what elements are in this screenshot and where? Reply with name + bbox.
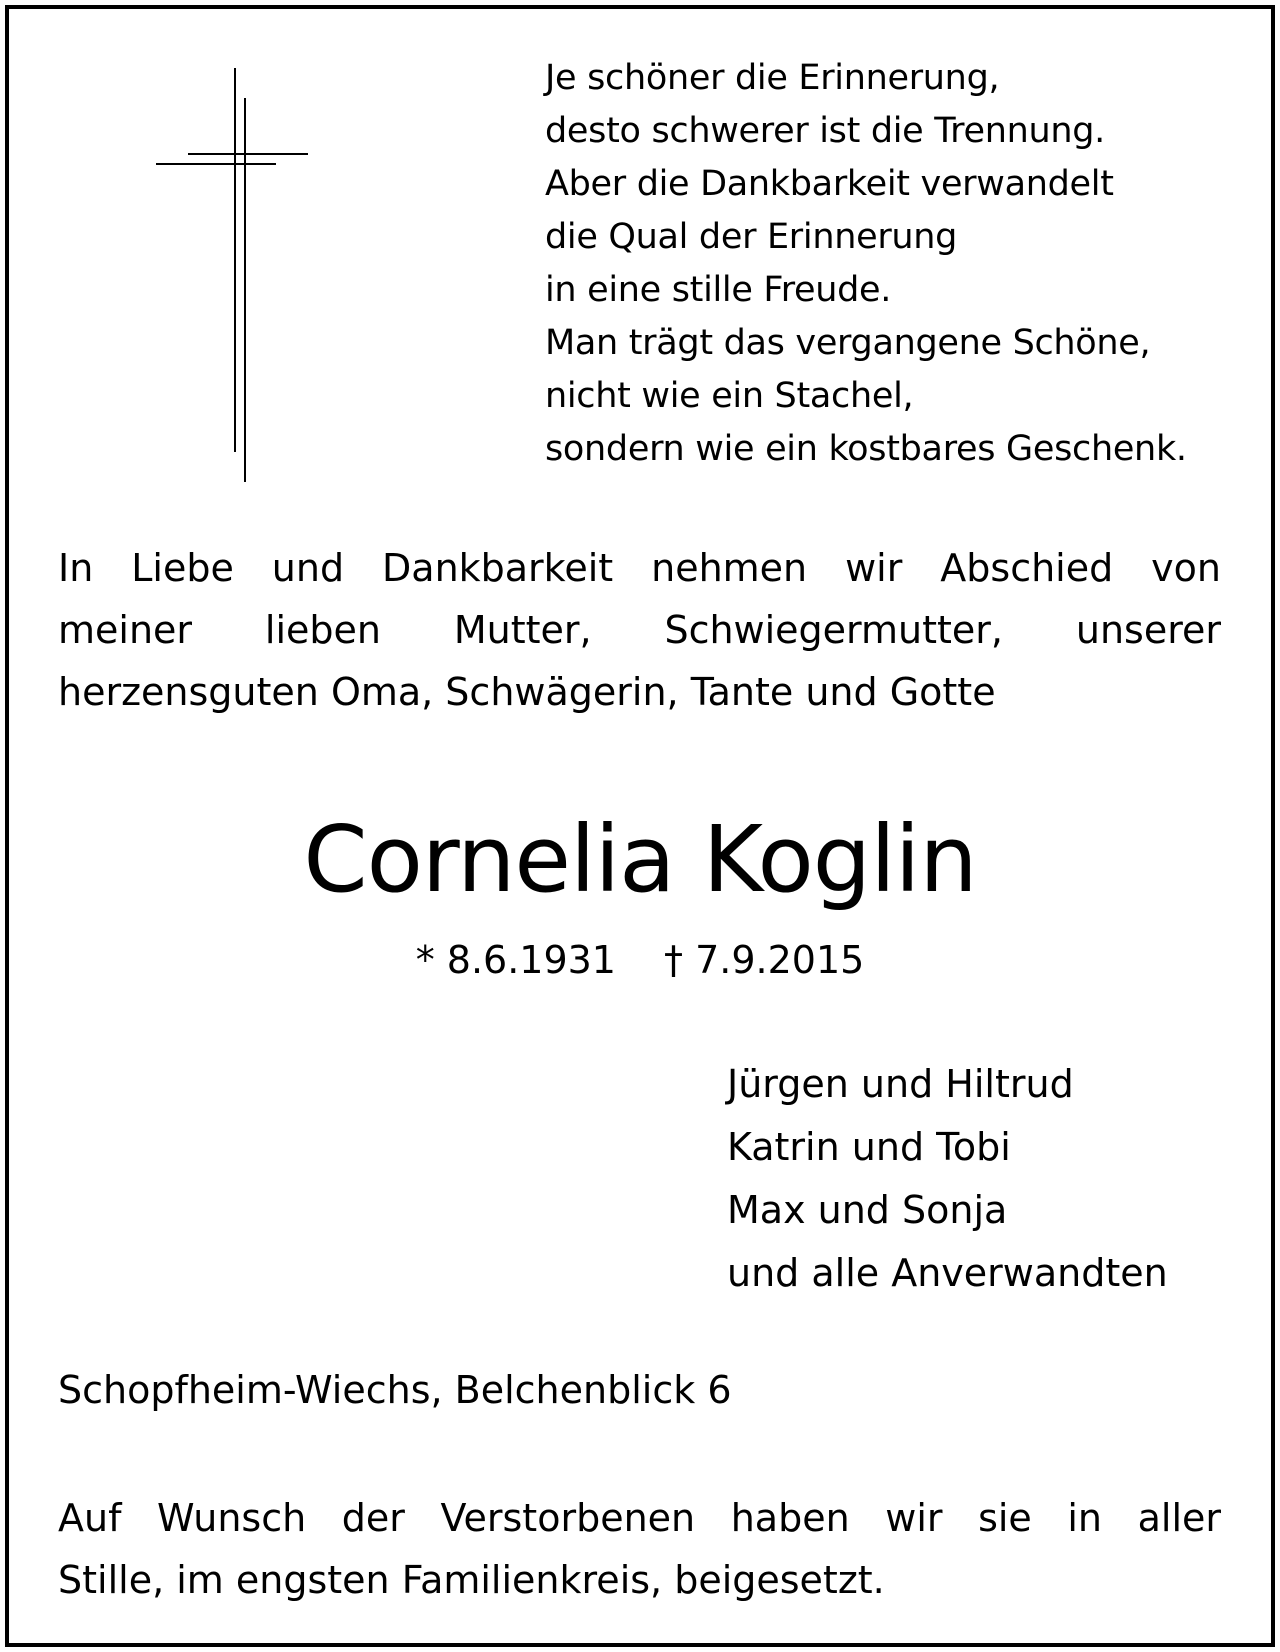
mourner-line: Jürgen und Hiltrud	[727, 1062, 1074, 1106]
notice-line: Auf Wunsch der Verstorbenen haben wir sie in aller	[58, 1496, 1221, 1540]
deceased-name: Cornelia Koglin	[303, 806, 977, 913]
poem-line: Aber die Dankbarkeit verwandelt	[545, 164, 1114, 204]
poem-line: die Qual der Erinnerung	[545, 217, 958, 257]
farewell-line: herzensguten Oma, Schwägerin, Tante und Gotte	[58, 670, 996, 714]
mourner-line: Katrin und Tobi	[727, 1125, 1011, 1169]
poem-line: sondern wie ein kostbares Geschenk.	[545, 429, 1187, 469]
poem-line: desto schwerer ist die Trennung.	[545, 111, 1106, 151]
farewell-line: In Liebe und Dankbarkeit nehmen wir Abschied von	[58, 546, 1221, 590]
poem	[545, 52, 1235, 476]
mourner-line: und alle Anverwandten	[727, 1251, 1168, 1295]
mourner-line: Max und Sonja	[727, 1188, 1008, 1232]
cross-icon	[152, 62, 312, 482]
farewell-line: meiner lieben Mutter, Schwiegermutter, unserer	[58, 608, 1221, 652]
mourners-list	[727, 1053, 1247, 1305]
poem-line: Man trägt das vergangene Schöne,	[545, 323, 1151, 363]
address: Schopfheim-Wiechs, Belchenblick 6	[58, 1368, 732, 1412]
death-date: † 7.9.2015	[664, 938, 865, 982]
poem-line: nicht wie ein Stachel,	[545, 376, 914, 416]
birth-date: * 8.6.1931	[415, 938, 616, 982]
burial-notice	[58, 1487, 1221, 1611]
poem-line: Je schöner die Erinnerung,	[545, 58, 1000, 98]
poem-line: in eine stille Freude.	[545, 270, 892, 310]
farewell-text	[58, 537, 1221, 723]
life-dates	[0, 935, 1280, 985]
notice-line: Stille, im engsten Familienkreis, beigesetzt.	[58, 1558, 885, 1602]
